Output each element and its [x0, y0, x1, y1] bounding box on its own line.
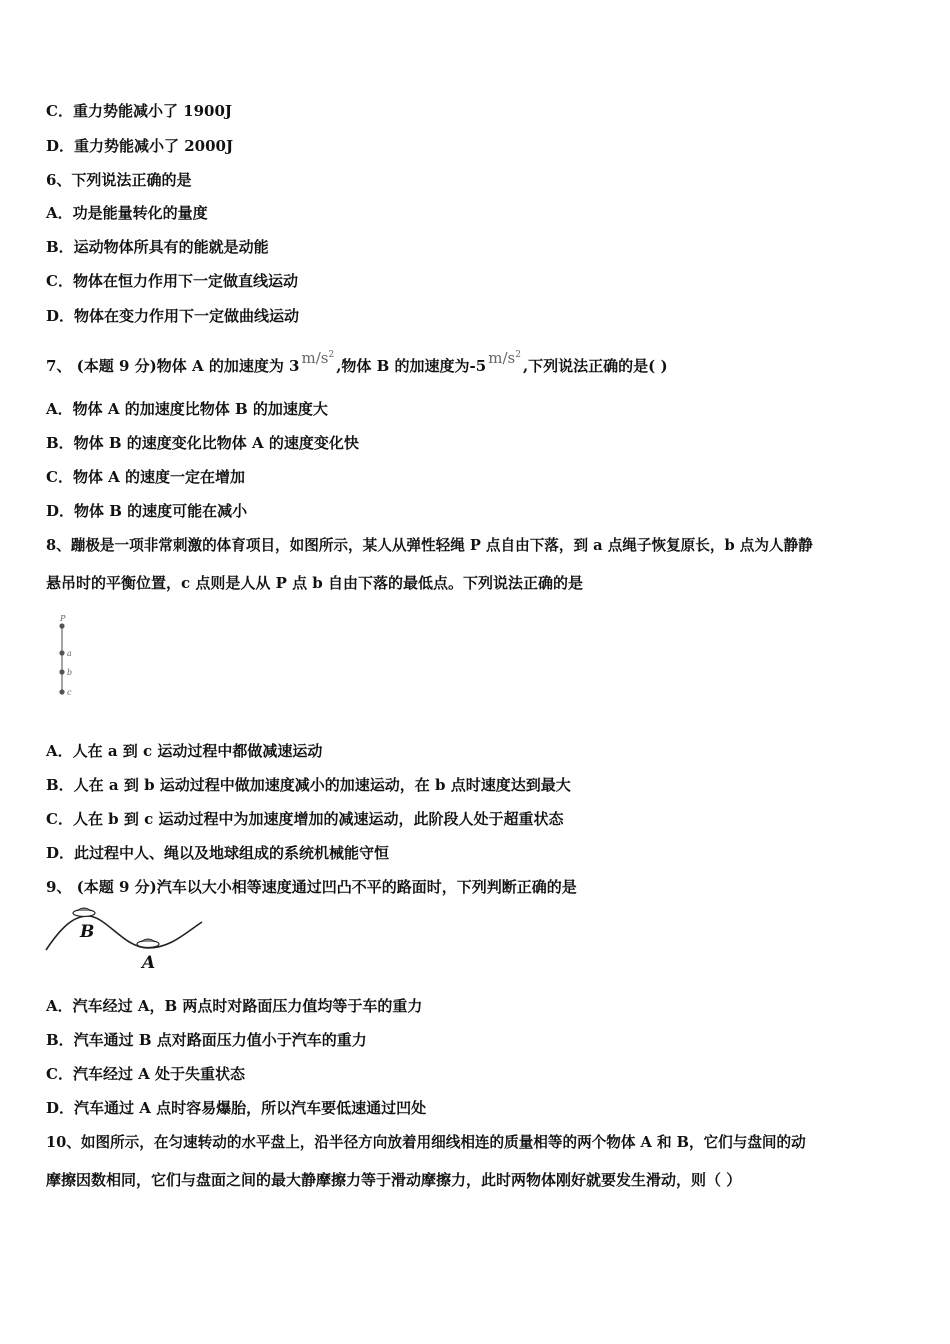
- car-a-icon: [137, 939, 159, 948]
- q7-stem-part3: ,下列说法正确的是( ): [522, 357, 668, 375]
- q7-unit-exp-1: 2: [328, 350, 335, 360]
- q7-option-a: A．物体 A 的加速度比物体 B 的加速度大: [46, 400, 328, 418]
- q6-option-d: D．物体在变力作用下一定做曲线运动: [46, 307, 300, 325]
- road-figure: [44, 904, 206, 972]
- q9-option-a: A．汽车经过 A，B 两点时对路面压力值均等于车的重力: [46, 997, 423, 1015]
- q7-unit-2: [488, 349, 521, 367]
- q7-unit-text-2: m/s: [488, 349, 516, 367]
- q5-option-d: D．重力势能减小了 2000J: [46, 137, 234, 155]
- q8-option-a: A．人在 a 到 c 运动过程中都做减速运动: [46, 742, 323, 760]
- q10-stem-line1: 10、如图所示，在匀速转动的水平盘上，沿半径方向放着用细线相连的质量相等的两个物体 A 和 B，它们与盘间的动: [46, 1134, 806, 1151]
- q8-option-b: B．人在 a 到 b 运动过程中做加速度减小的加速运动，在 b 点时速度达到最大: [46, 776, 571, 794]
- q8-option-c: C．人在 b 到 c 运动过程中为加速度增加的减速运动，此阶段人处于超重状态: [46, 810, 564, 828]
- bungee-point-a: [59, 650, 64, 655]
- bungee-label-a: a: [67, 649, 72, 658]
- q8-option-d: D．此过程中人、绳以及地球组成的系统机械能守恒: [46, 844, 390, 862]
- bungee-label-c: c: [67, 688, 72, 697]
- q6-option-c: C．物体在恒力作用下一定做直线运动: [46, 272, 298, 290]
- bungee-figure: [52, 610, 82, 702]
- bungee-label-p: P: [60, 614, 66, 623]
- q8-stem-line1: 8、蹦极是一项非常刺激的体育项目，如图所示，某人从弹性轻绳 P 点自由下落，到 a 点绳子恢复原长，b 点为人静静: [46, 537, 813, 554]
- q8-stem-line2: 悬吊时的平衡位置，c 点则是人从 P 点 b 自由下落的最低点。下列说法正确的是: [46, 574, 584, 592]
- road-label-a: A: [142, 953, 156, 972]
- q6-stem: 6、下列说法正确的是: [46, 171, 192, 189]
- q7-option-b: B．物体 B 的速度变化比物体 A 的速度变化快: [46, 434, 359, 452]
- q7-stem: [46, 349, 668, 376]
- q6-option-b: B．运动物体所具有的能就是动能: [46, 238, 269, 256]
- q5-option-c: C．重力势能减小了 1900J: [46, 102, 233, 120]
- q9-option-c: C．汽车经过 A 处于失重状态: [46, 1065, 246, 1083]
- q9-stem: 9、 (本题 9 分)汽车以大小相等速度通过凹凸不平的路面时，下列判断正确的是: [46, 878, 577, 896]
- q7-stem-part1: 7、 (本题 9 分)物体 A 的加速度为 3: [46, 357, 300, 375]
- road-curve: [46, 916, 202, 950]
- q7-unit-exp-2: 2: [515, 350, 521, 360]
- bungee-label-b: b: [67, 668, 73, 677]
- bungee-point-b: [59, 669, 64, 674]
- q10-stem-line2: 摩擦因数相同，它们与盘面之间的最大静摩擦力等于滑动摩擦力，此时两物体刚好就要发生滑动，则（ ）: [46, 1171, 742, 1189]
- q6-option-a: A．功是能量转化的量度: [46, 204, 208, 222]
- q7-stem-part2: ,物体 B 的加速度为-5: [336, 357, 487, 375]
- road-label-b: B: [80, 922, 95, 942]
- bungee-point-p: [59, 623, 64, 628]
- q7-unit-text-1: m/s: [301, 349, 329, 367]
- q7-unit-1: [301, 349, 334, 367]
- bungee-point-c: [59, 689, 64, 694]
- q7-option-c: C．物体 A 的速度一定在增加: [46, 468, 246, 486]
- q7-option-d: D．物体 B 的速度可能在减小: [46, 502, 248, 520]
- q9-option-d: D．汽车通过 A 点时容易爆胎，所以汽车要低速通过凹处: [46, 1099, 427, 1117]
- car-b-icon: [73, 908, 95, 917]
- q9-option-b: B．汽车通过 B 点对路面压力值小于汽车的重力: [46, 1031, 367, 1049]
